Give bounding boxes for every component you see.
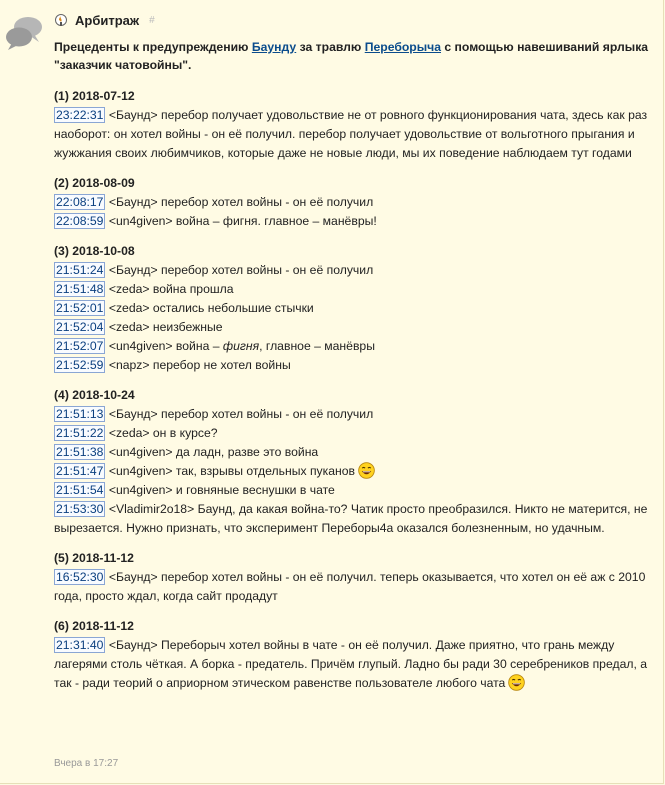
log-section xyxy=(54,87,654,163)
log-line xyxy=(54,261,654,280)
log-section xyxy=(54,617,654,693)
message-text: <un4given> да ладн, разве это война xyxy=(105,445,319,459)
message-text: <Баунд> перебор хотел войны - он её получил. теперь оказывается, что хотел он её аж с 2010 года, просто ждал, когда сайт продадут xyxy=(54,570,646,603)
log-line xyxy=(54,356,654,375)
post-title[interactable]: Арбитраж xyxy=(75,12,140,28)
log-line xyxy=(54,318,654,337)
laughing-smiley-icon xyxy=(358,462,375,479)
user-link-baund[interactable]: Баунду xyxy=(251,40,297,54)
log-line xyxy=(54,481,654,500)
section-title: (4) 2018-10-24 xyxy=(54,388,135,402)
timestamp-link[interactable]: 21:52:59 xyxy=(56,358,104,372)
section-title: (6) 2018-11-12 xyxy=(54,619,134,633)
log-line xyxy=(54,212,654,231)
message-tail: , главное – манёвры xyxy=(259,339,375,353)
timestamp-link[interactable]: 22:08:17 xyxy=(56,195,104,209)
log-line xyxy=(54,405,654,424)
timestamp-link[interactable]: 21:51:24 xyxy=(56,263,104,277)
laughing-smiley-icon xyxy=(508,674,525,691)
timestamp-link[interactable]: 21:51:47 xyxy=(56,464,104,478)
log-line xyxy=(54,500,654,538)
log-line xyxy=(54,462,654,481)
post-header xyxy=(54,11,155,29)
message-text: <zeda> война прошла xyxy=(105,282,234,296)
message-text: <un4given> война – xyxy=(105,339,223,353)
log-section xyxy=(54,549,654,606)
permalink-hash[interactable]: # xyxy=(149,14,155,26)
message-text: <Баунд> перебор хотел войны - он её получил xyxy=(105,407,374,421)
message-text: <zeda> остались небольшие стычки xyxy=(105,301,314,315)
log-line xyxy=(54,280,654,299)
timestamp-link[interactable]: 21:53:30 xyxy=(56,502,104,516)
section-title: (3) 2018-10-08 xyxy=(54,244,135,258)
timestamp-link[interactable]: 23:22:31 xyxy=(56,108,104,122)
timestamp-link[interactable]: 22:08:59 xyxy=(56,214,104,228)
timestamp-link[interactable]: 21:52:04 xyxy=(56,320,104,334)
message-text: <Баунд> перебор хотел войны - он её получил xyxy=(105,263,374,277)
message-text: <Баунд> Переборыч хотел войны в чате - он её получил. Даже приятно, что грань между лагерями столь чёткая. А борка - предатель. Причём глупый. Ладно бы ради 30 серебреников предал, а так - ради теорий о априорном этическом равенстве пользователе любого чата xyxy=(54,638,648,690)
timestamp-link[interactable]: 21:52:01 xyxy=(56,301,104,315)
user-link-perebor[interactable]: Переборыча xyxy=(364,40,441,54)
message-text: <zeda> неизбежные xyxy=(105,320,223,334)
timestamp-link[interactable]: 21:51:38 xyxy=(56,445,104,459)
log-line xyxy=(54,337,654,356)
log-line xyxy=(54,299,654,318)
message-text: <Баунд> перебор получает удовольствие не от ровного функционирования чата, здесь как раз наоборот: он хотел войны - он её получил. перебор получает удовольствие от вольготного прыгания и жужжания своих любимчиков, которые даже не новые люди, мы их поведение наблюдаем тут годами xyxy=(54,108,648,160)
torch-icon xyxy=(54,12,68,28)
log-line xyxy=(54,106,654,163)
message-text: <un4given> и говняные веснушки в чате xyxy=(105,483,335,497)
log-section xyxy=(54,386,654,538)
log-section xyxy=(54,174,654,231)
post-timestamp: Вчера в 17:27 xyxy=(54,758,119,769)
log-line xyxy=(54,424,654,443)
section-title: (5) 2018-11-12 xyxy=(54,551,134,565)
timestamp-link[interactable]: 21:52:07 xyxy=(56,339,104,353)
log-line xyxy=(54,636,654,693)
log-section xyxy=(54,242,654,375)
sections xyxy=(54,87,654,693)
timestamp-link[interactable]: 21:51:22 xyxy=(56,426,104,440)
emphasis-text: фигня xyxy=(222,339,260,353)
timestamp-link[interactable]: 21:31:40 xyxy=(56,638,104,652)
message-text: <Vladimir2o18> Баунд, да какая война-то? Чатик просто преобразился. Никто не матерится, не вырезается. Нужно признать, что эксперимент Переборы4а оказался болезненным, но удачным. xyxy=(54,502,648,535)
log-line xyxy=(54,193,654,212)
message-text: <zeda> он в курсе? xyxy=(105,426,218,440)
message-text: <Баунд> перебор хотел войны - он её получил xyxy=(105,195,374,209)
log-line xyxy=(54,568,654,606)
timestamp-link[interactable]: 16:52:30 xyxy=(56,570,104,584)
message-text: <un4given> так, взрывы отдельных пуканов xyxy=(105,464,355,478)
timestamp-link[interactable]: 21:51:13 xyxy=(56,407,104,421)
section-title: (2) 2018-08-09 xyxy=(54,176,135,190)
message-text: <napz> перебор не хотел войны xyxy=(105,358,291,372)
log-line xyxy=(54,443,654,462)
timestamp-link[interactable]: 21:51:48 xyxy=(56,282,104,296)
chat-bubbles-icon xyxy=(4,12,44,52)
post-intro: Прецеденты к предупреждению Баунду за травлю Переборыча с помощью навешиваний ярлыка "заказчик чатовойны". xyxy=(54,40,649,72)
post-body xyxy=(54,38,654,704)
timestamp-link[interactable]: 21:51:54 xyxy=(56,483,104,497)
message-text: <un4given> война – фигня. главное – манёвры! xyxy=(105,214,377,228)
section-title: (1) 2018-07-12 xyxy=(54,89,135,103)
